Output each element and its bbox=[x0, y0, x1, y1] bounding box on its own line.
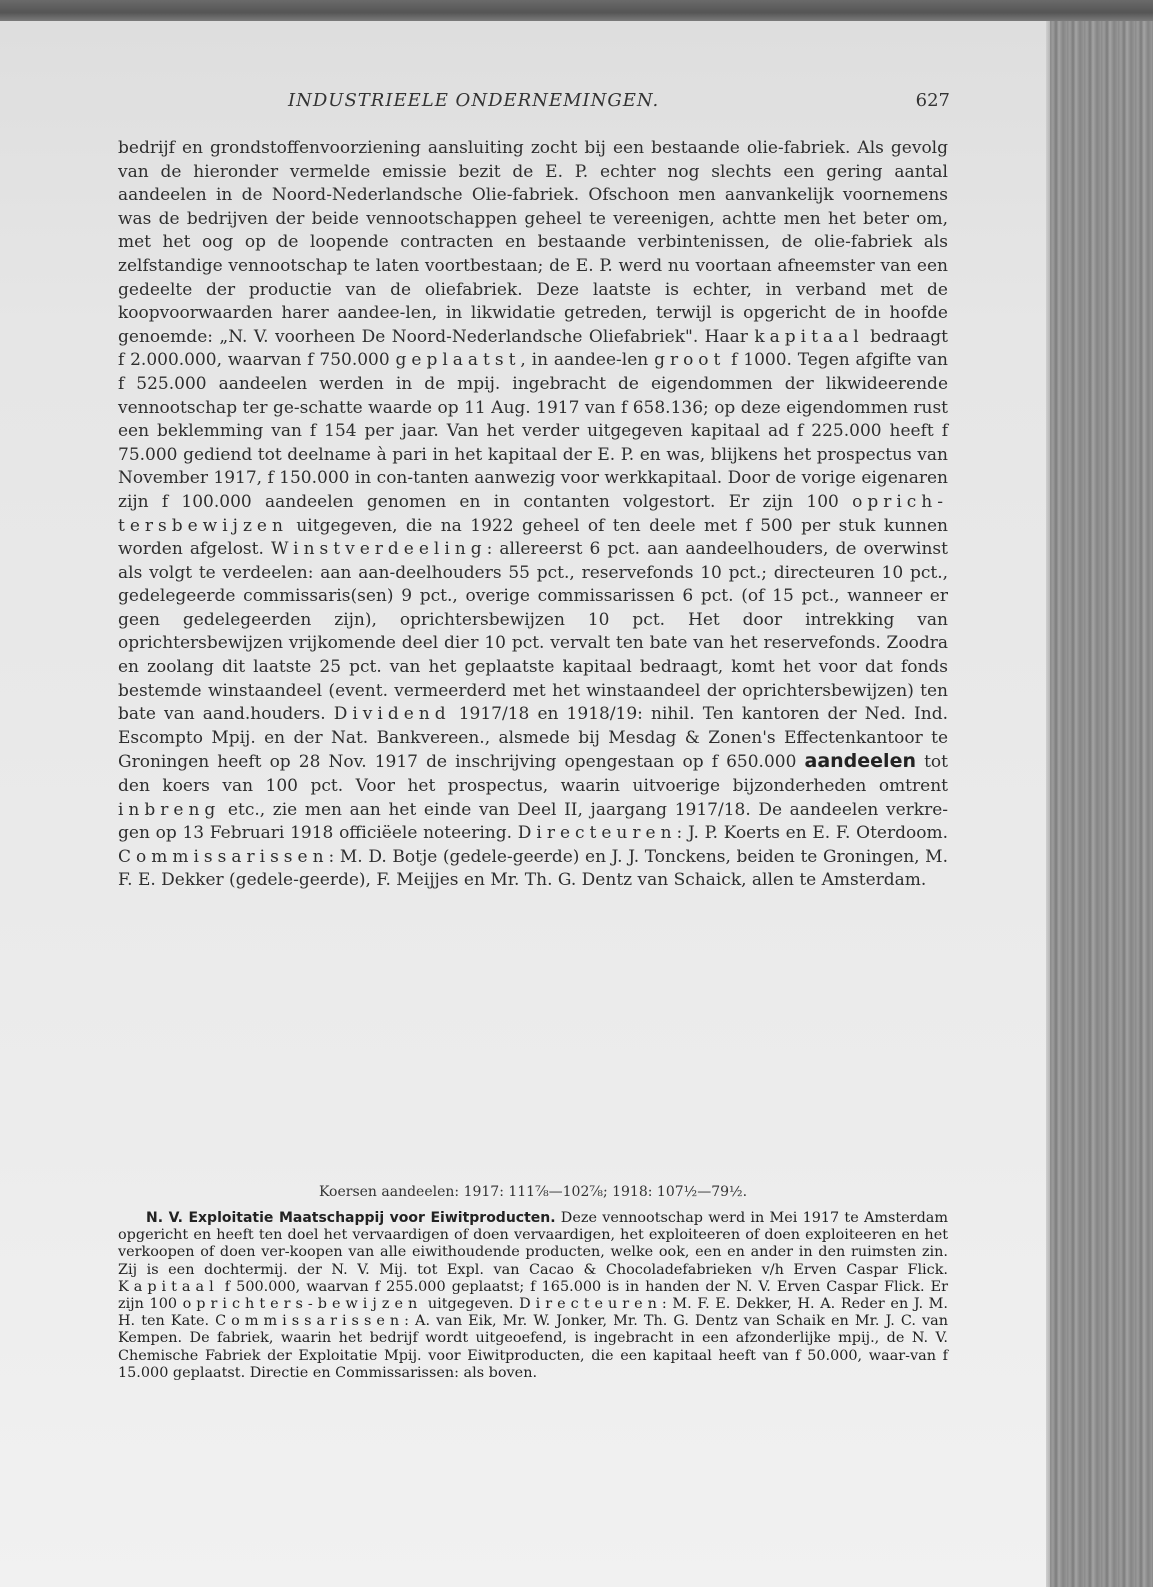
spaced-term: Dividend bbox=[333, 704, 451, 725]
spaced-term: oprichters-bewijzen bbox=[182, 1296, 423, 1313]
second-entry-text bbox=[118, 1210, 948, 1382]
spaced-term: groot bbox=[654, 350, 726, 371]
text-run: uitgegeven, die na 1922 geheel of ten deele met f 500 per stuk kunnen worden afgelost. bbox=[118, 515, 948, 560]
text-run: f 500.000, waarvan f 255.000 geplaatst; f 165.000 is in handen der N. V. Erven Caspar Flick. Er zijn 100 bbox=[118, 1278, 948, 1313]
text-run: : M. D. Botje (gedele-geerde) en J. J. Tonckens, beiden te Groningen, M. F. E. Dekker (gedele-geerde), F. Meijjes en Mr. Th. G. Dentz van Schaick, allen te Amsterdam. bbox=[118, 846, 948, 891]
main-entry-text bbox=[118, 137, 948, 893]
scan-top-edge bbox=[0, 0, 1153, 21]
text-run: bedrijf en grondstoffenvoorziening aansluiting zocht bij een bestaande olie-fabriek. Als gevolg van de hieronder vermelde emissie bezit de E. P. echter nog slechts een gering aantal aandeelen in de Noord-Nederlandsche Olie-fabriek. Ofschoon men aanvankelijk voornemens was de bedrijven der beide vennootschappen geheel te vereenigen, achtte men het beter om, met het oog op de loopende contracten en bestaande verbintenissen, de olie-fabriek als zelfstandige vennootschap te laten voortbestaan; de E. P. werd nu voortaan afneemster van een gedeelte der productie van de oliefabriek. Deze laatste is echter, in verband met de koopvoorwaarden harer aandee-len, in likwidatie getreden, terwijl is opgericht de in hoofde genoemde: „N. V. voorheen De Noord-Nederlandsche Oliefabriek". Haar bbox=[118, 138, 948, 347]
text-run: tot den koers van 100 pct. Voor het prospectus, waarin uitvoerige bijzonderheden omtrent bbox=[118, 752, 948, 797]
page-number: 627 bbox=[915, 90, 950, 111]
book-spine bbox=[1050, 21, 1153, 1587]
text-run: 1917/18 en 1918/19: nihil. Ten kantoren der Ned. Ind. Escompto Mpij. en der Nat. Bankvereen., alsmede bij Mesdag & Zonen's Effectenkantoor te Groningen heeft op 28 Nov. 1917 de inschrijving opengestaan op f 650.000 bbox=[118, 704, 948, 773]
text-run: : allereerst 6 pct. aan aandeelhouders, de overwinst als volgt te verdeelen: aan aan-deelhouders 55 pct., reservefonds 10 pct.; directeuren 10 pct., gedelegeerde commissaris(sen) 9 pct., overige commissarissen 6 pct. (of 15 pct., wanneer er geen gedelegeerden zijn), oprichtersbewijzen 10 pct. Het door intrekking van oprichtersbewijzen vrijkomende deel dier 10 pct. vervalt ten bate van het reservefonds. Zoodra en zoolang dit laatste 25 pct. van het geplaatste kapitaal bedraagt, komt het voor dat fonds bestemde winstaandeel (event. vermeerderd met het winstaandeel der oprichtersbewijzen) ten bate van aand.houders. bbox=[118, 539, 948, 725]
text-run: bedraagt f 2.000.000, waarvan f 750.000 bbox=[118, 326, 949, 371]
spaced-term: Kapitaal bbox=[118, 1278, 219, 1295]
text-run: : A. van Eik, Mr. W. Jonker, Mr. Th. G. Dentz van Schaik en Mr. J. C. van Kempen. De fabriek, waarin het bedrijf wordt uitgeoefend, is ingebracht in een afzonderlijke mpij., de N. V. Chemische Fabriek der Exploitatie Mpij. voor Eiwitproducten, die een kapitaal heeft van f 50.000, waar-van f 15.000 geplaatst. Directie en Commissarissen: als boven. bbox=[118, 1313, 949, 1381]
second-entry-paragraph bbox=[118, 1210, 948, 1382]
spaced-term: geplaatst bbox=[395, 350, 521, 371]
running-head-title: INDUSTRIEELE ONDERNEMINGEN. bbox=[288, 90, 660, 111]
spaced-term: Directeuren bbox=[519, 1296, 662, 1313]
spaced-term: inbreng bbox=[118, 799, 221, 820]
text-run: etc., zie men aan het einde van Deel II, jaargang 1917/18. De aandeelen verkre-gen op 13 Februari 1918 officiëele noteering. bbox=[118, 799, 948, 844]
spaced-term: oprich-tersbewijzen bbox=[118, 491, 948, 536]
main-entry-paragraph bbox=[118, 137, 948, 893]
spaced-term: kapitaal bbox=[754, 326, 864, 347]
entry-title: N. V. Exploitatie Maatschappij voor Eiwitproducten. bbox=[146, 1210, 556, 1226]
spaced-term: Directeuren bbox=[517, 823, 677, 844]
spaced-term: Commissarissen bbox=[118, 846, 329, 867]
running-head bbox=[120, 90, 950, 116]
spaced-term: Winstverdeeling bbox=[270, 539, 487, 560]
text-run: : M. F. E. Dekker, H. A. Reder en J. M. H. ten Kate. bbox=[118, 1296, 948, 1330]
text-run: Deze vennootschap werd in Mei 1917 te Amsterdam opgericht en heeft ten doel het vervaardigen of doen vervaardigen, het exploiteeren of doen exploiteeren en het verkoopen of doen ver-koopen van alle eiwithoudende producten, welke ook, een en ander in den ruimsten zin. Zij is een dochtermij. der N. V. Mij. tot Expl. van Cacao & Chocoladefabrieken v/h Erven Caspar Flick. bbox=[118, 1210, 949, 1278]
spaced-term: Commissarissen bbox=[215, 1313, 405, 1330]
text-run: : J. P. Koerts en E. F. Oterdoom. bbox=[676, 823, 948, 844]
text-run: , in aandee-len bbox=[520, 350, 655, 371]
text-run: f 1000. Tegen afgifte van f 525.000 aandeelen werden in de mpij. ingebracht de eigendommen der likwideerende vennootschap ter ge-schatte waarde op 11 Aug. 1917 van f 658.136; op deze eigendommen rust een beklemming van f 154 per jaar. Van het verder uitgegeven kapitaal ad f 225.000 heeft f 75.000 gediend tot deelname à pari in het kapitaal der E. P. en was, blijkens het prospectus van November 1917, f 150.000 in con-tanten aanwezig voor werkkapitaal. Door de vorige eigenaren zijn f 100.000 aandeelen genomen en in contanten volgestort. Er zijn 100 bbox=[118, 350, 948, 512]
text-run: uitgegeven. bbox=[422, 1296, 520, 1313]
bold-term: aandeelen bbox=[804, 750, 916, 773]
share-prices-line: Koersen aandeelen: 1917: 111⅞—102⅞; 1918: 107½—79½. bbox=[318, 1184, 748, 1200]
